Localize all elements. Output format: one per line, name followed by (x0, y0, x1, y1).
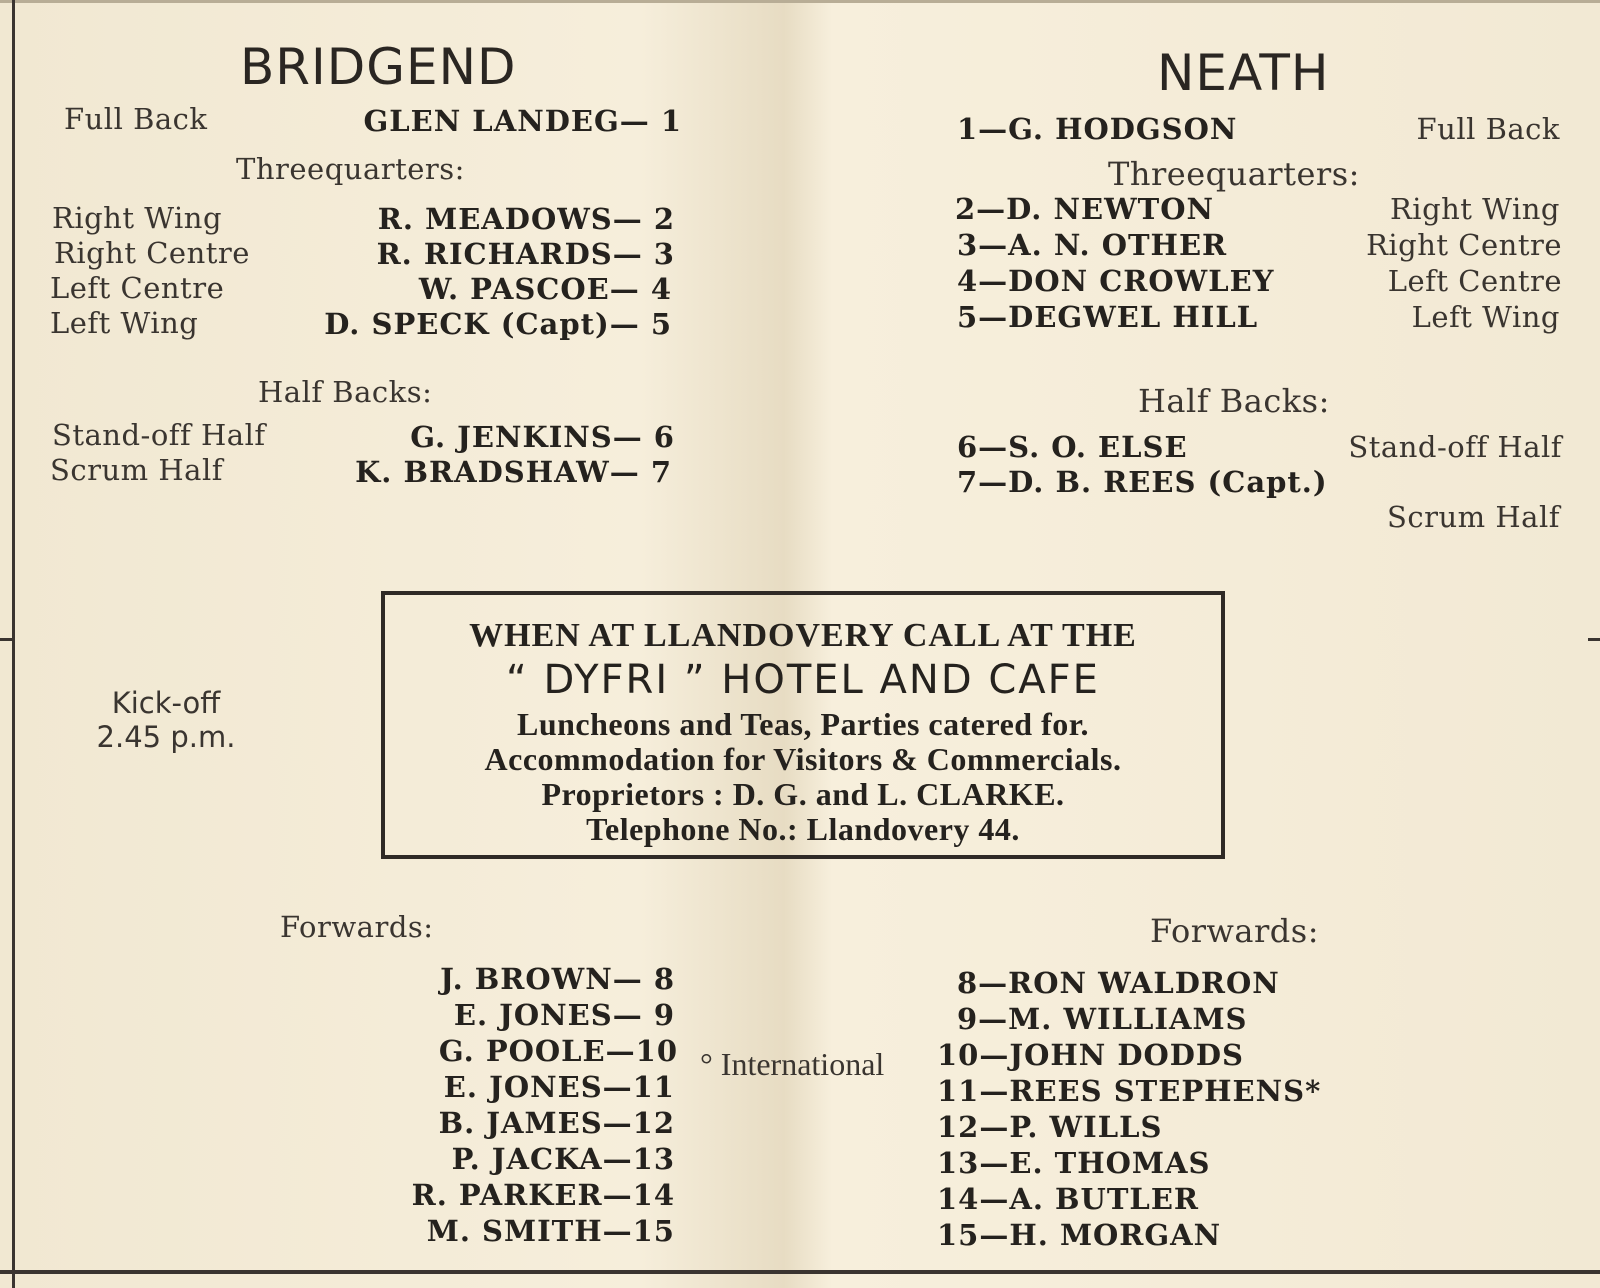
bridgend-forward-name: M. SMITH—15 (426, 1214, 675, 1248)
neath-position-label: Left Wing (1411, 300, 1560, 334)
neath-forward-name: 12—P. WILLS (937, 1110, 1163, 1144)
advert-line: Telephone No.: Llandovery 44. (586, 811, 1020, 847)
bridgend-position-label: Stand-off Half (52, 418, 266, 452)
bottom-border-rule (0, 1270, 1600, 1274)
bridgend-forward-name: B. JAMES—12 (438, 1106, 675, 1140)
neath-threequarters-heading: Threequarters: (1108, 155, 1360, 193)
neath-forward-name: 11—REES STEPHENS* (937, 1074, 1322, 1108)
bridgend-threequarters-heading: Threequarters: (236, 152, 465, 186)
neath-half-backs-heading: Half Backs: (1138, 382, 1330, 420)
bridgend-position-label: Scrum Half (50, 453, 223, 487)
bridgend-forward-name: E. JONES— 9 (453, 998, 675, 1032)
neath-position-label: Scrum Half (1387, 500, 1560, 534)
neath-forward-name: 10—JOHN DODDS (937, 1038, 1244, 1072)
bridgend-player-name: W. PASCOE— 4 (418, 272, 672, 306)
international-note: ° International (700, 1046, 885, 1082)
neath-forward-name: 13—E. THOMAS (937, 1146, 1211, 1180)
bridgend-forward-name: R. PARKER—14 (411, 1178, 675, 1212)
bridgend-position-label: Left Wing (50, 306, 199, 340)
advert-line: Accommodation for Visitors & Commercials. (484, 741, 1122, 777)
bridgend-full-back-label: Full Back (64, 102, 208, 136)
neath-team-title: NEATH (1157, 44, 1330, 102)
advert-line: Proprietors : D. G. and L. CLARKE. (541, 776, 1065, 812)
neath-forward-name: 8—RON WALDRON (957, 966, 1280, 1000)
bridgend-forward-name: E. JONES—11 (443, 1070, 675, 1104)
kickoff-time: 2.45 p.m. (96, 720, 236, 754)
neath-position-label: Right Wing (1389, 192, 1560, 226)
bridgend-full-back-name: GLEN LANDEG— 1 (363, 104, 682, 138)
neath-forwards-heading: Forwards: (1150, 912, 1319, 950)
hotel-advertisement (381, 591, 1225, 859)
advert-line: WHEN AT LLANDOVERY CALL AT THE (469, 617, 1137, 654)
bridgend-position-label: Right Wing (52, 201, 223, 235)
neath-player-name: 6—S. O. ELSE (957, 430, 1188, 464)
advert-hotel-name: “ DYFRI ” HOTEL AND CAFE (506, 657, 1100, 703)
advert-line: Luncheons and Teas, Parties catered for. (516, 706, 1090, 742)
left-fold-tick (0, 638, 12, 641)
neath-player-name: 7—D. B. REES (Capt.) (957, 465, 1328, 499)
top-edge (0, 0, 1600, 3)
bridgend-player-name: D. SPECK (Capt)— 5 (324, 307, 672, 341)
kickoff-block (86, 686, 246, 754)
bridgend-player-name: R. MEADOWS— 2 (377, 202, 675, 236)
bridgend-position-label: Left Centre (50, 271, 225, 305)
neath-player-name: 3—A. N. OTHER (957, 228, 1228, 262)
neath-full-back-name: 1—G. HODGSON (957, 112, 1238, 146)
bridgend-player-name: R. RICHARDS— 3 (376, 237, 675, 271)
bridgend-forward-name: G. POOLE—10 (438, 1034, 678, 1068)
bridgend-forwards-heading: Forwards: (280, 910, 434, 944)
neath-position-label: Left Centre (1387, 264, 1562, 298)
neath-player-name: 5—DEGWEL HILL (957, 300, 1259, 334)
bridgend-team-title: BRIDGEND (240, 38, 517, 96)
neath-player-name: 4—DON CROWLEY (957, 264, 1275, 298)
right-fold-tick (1588, 638, 1600, 641)
bridgend-half-backs-heading: Half Backs: (258, 375, 433, 409)
neath-forward-name: 15—H. MORGAN (937, 1218, 1222, 1252)
bridgend-forward-name: J. BROWN— 8 (440, 962, 675, 996)
neath-forward-name: 9—M. WILLIAMS (957, 1002, 1248, 1036)
neath-forward-name: 14—A. BUTLER (937, 1182, 1200, 1216)
kickoff-label: Kick-off (111, 686, 221, 720)
bridgend-forward-name: P. JACKA—13 (451, 1142, 675, 1176)
bridgend-player-name: K. BRADSHAW— 7 (355, 455, 672, 489)
neath-position-label: Right Centre (1366, 228, 1562, 262)
neath-position-label: Stand-off Half (1348, 430, 1562, 464)
neath-full-back-label: Full Back (1416, 112, 1560, 146)
bridgend-position-label: Right Centre (54, 236, 250, 270)
neath-player-name: 2—D. NEWTON (955, 192, 1215, 226)
bridgend-player-name: G. JENKINS— 6 (410, 420, 675, 454)
left-border-rule (12, 0, 15, 1288)
